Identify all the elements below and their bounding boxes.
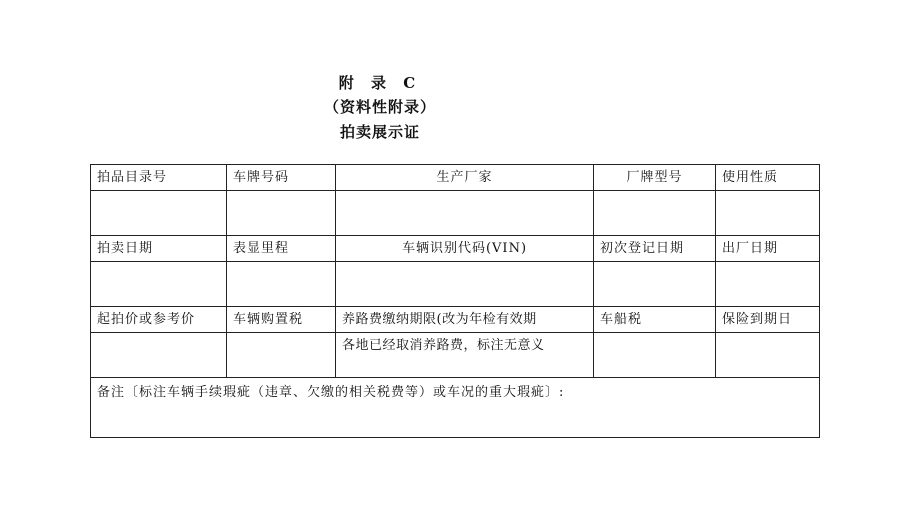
field-lot-number[interactable] (91, 191, 227, 236)
field-brand-model[interactable] (594, 191, 716, 236)
form-row-remarks (91, 378, 820, 438)
remarks-field[interactable] (91, 378, 820, 438)
form-row-labels-1 (91, 165, 820, 191)
label-purchase-tax: 车辆购置税 (227, 307, 336, 333)
field-manufacturer[interactable] (336, 191, 594, 236)
field-usage-type[interactable] (716, 191, 820, 236)
label-road-maintenance-fee: 养路费缴纳期限(改为年检有效期 (336, 307, 594, 333)
label-brand-model: 厂牌型号 (594, 165, 716, 191)
field-auction-date[interactable] (91, 262, 227, 307)
form-row-labels-3 (91, 307, 820, 333)
remarks-label: 备注〔标注车辆手续瑕疵（违章、欠缴的相关税费等）或车况的重大瑕疵〕: (97, 385, 565, 400)
appendix-title: 附 录 C (338, 74, 422, 92)
label-insurance-expiry: 保险到期日 (716, 307, 820, 333)
label-usage-type: 使用性质 (716, 165, 820, 191)
road-fee-annotation: 各地已经取消养路费，标注无意义 (342, 338, 545, 353)
field-plate-number[interactable] (227, 191, 336, 236)
field-insurance-expiry[interactable] (716, 333, 820, 378)
field-manufacture-date[interactable] (716, 262, 820, 307)
field-first-registration[interactable] (594, 262, 716, 307)
field-starting-price[interactable] (91, 333, 227, 378)
label-plate-number: 车牌号码 (227, 165, 336, 191)
auction-display-form (90, 164, 820, 438)
field-road-maintenance-fee[interactable] (336, 333, 594, 378)
label-manufacturer: 生产厂家 (336, 165, 594, 191)
document-title: 拍卖展示证 (339, 123, 420, 141)
label-odometer: 表显里程 (227, 236, 336, 262)
label-auction-date: 拍卖日期 (91, 236, 227, 262)
field-odometer[interactable] (227, 262, 336, 307)
form-row-values-3 (91, 333, 820, 378)
label-manufacture-date: 出厂日期 (716, 236, 820, 262)
field-purchase-tax[interactable] (227, 333, 336, 378)
field-vehicle-vessel-tax[interactable] (594, 333, 716, 378)
field-vin[interactable] (336, 262, 594, 307)
form-row-values-2 (91, 262, 820, 307)
label-first-registration: 初次登记日期 (594, 236, 716, 262)
appendix-type: （资料性附录） (323, 98, 436, 116)
label-lot-number: 拍品目录号 (91, 165, 227, 191)
label-starting-price: 起拍价或参考价 (91, 307, 227, 333)
form-row-values-1 (91, 191, 820, 236)
form-row-labels-2 (91, 236, 820, 262)
label-vin: 车辆识别代码(VIN) (336, 236, 594, 262)
label-vehicle-vessel-tax: 车船税 (594, 307, 716, 333)
